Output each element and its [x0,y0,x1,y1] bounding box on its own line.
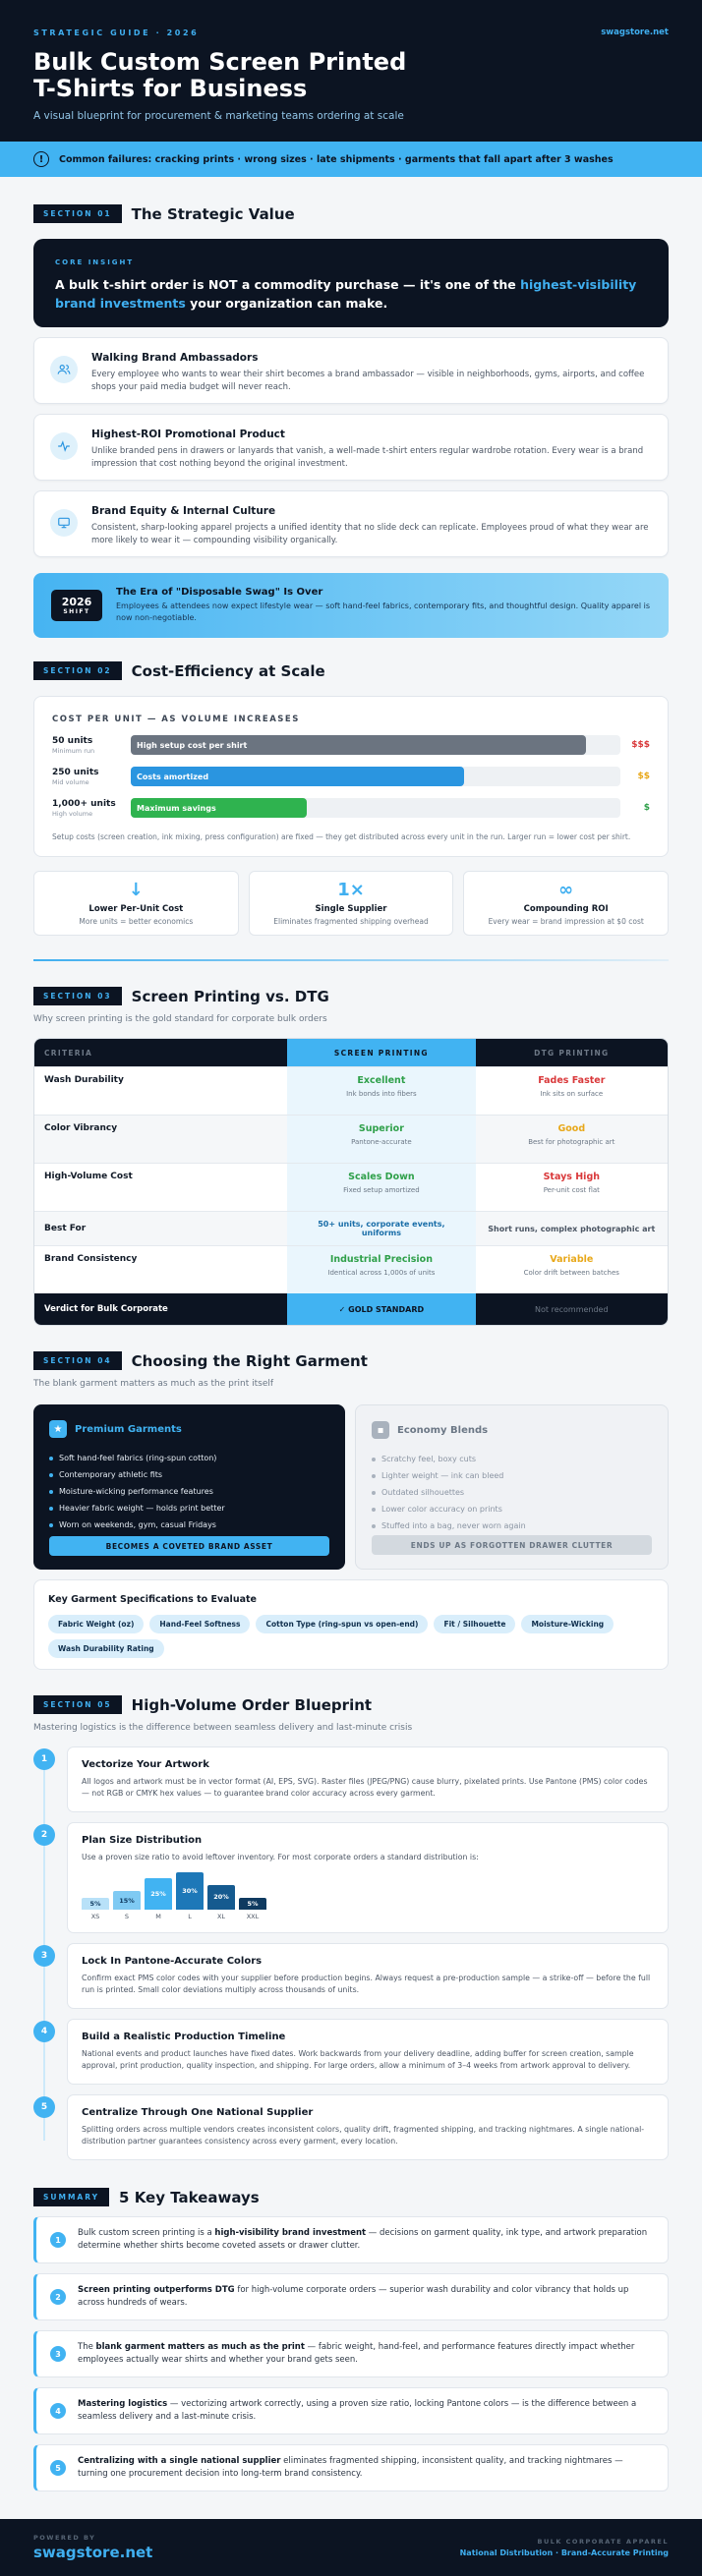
economy-list [372,1451,652,1534]
dtg-note: Best for photographic art [528,1138,615,1146]
step-title: Vectorize Your Artwork [82,1759,209,1770]
units-note: High volume [52,809,93,818]
cost-row-label [52,768,131,786]
section-strategic-value [0,204,702,638]
step-title: Plan Size Distribution [82,1835,203,1846]
cost-row-label [52,799,131,818]
units-label: 1,000+ units [52,798,116,809]
dtg-value: Stays High [543,1172,601,1182]
takeaway-emphasis: Mastering logistics [78,2399,168,2409]
benefit-sub: More units = better economics [79,917,194,926]
size-label: XL [216,1913,226,1920]
verdict-label: Verdict for Bulk Corporate [44,1304,168,1314]
size-label: XXL [246,1913,260,1920]
takeaway-rest: — decisions on garment quality, ink type, and artwork preparation determine whether shirts become coveted assets or drawer clutter. [78,2228,648,2251]
users-icon [50,356,78,383]
spec-chip: Wash Durability Rating [48,1639,164,1658]
list-item [372,1467,652,1484]
specs-title: Key Garment Specifications to Evaluate [48,1594,257,1605]
benefit-box [463,871,669,936]
table-row [34,1115,668,1163]
list-item [49,1450,329,1466]
card-title: Brand Equity & Internal Culture [91,505,276,517]
cost-row-label [52,736,131,755]
section-tag: SECTION 02 [33,661,122,680]
divider [33,959,669,961]
size-column [82,1898,109,1920]
insight-part-b: your organization can make. [185,296,388,311]
step-item [33,1746,669,1812]
list-item [49,1466,329,1483]
hero-top [33,28,669,37]
dtg-value: Fades Faster [538,1075,606,1086]
list-item-text: Stuffed into a bag, never worn again [381,1521,526,1530]
dtg-cell [476,1212,668,1245]
panel-title: COST PER UNIT — AS VOLUME INCREASES [52,715,300,724]
screen-cell [287,1116,475,1163]
cost-bar-track [131,735,620,755]
value-card [33,414,669,481]
list-item [372,1501,652,1517]
economy-header [372,1421,652,1439]
single-icon: 1× [337,880,365,900]
benefit-boxes [33,871,669,936]
units-note: Mid volume [52,777,89,786]
section-screen-vs-dtg [0,987,702,1326]
list-item-text: Contemporary athletic fits [59,1470,163,1479]
table-row [34,1066,668,1115]
era-year: 2026 [61,596,92,608]
takeaway-emphasis: Centralizing with a single national supplier [78,2456,281,2466]
units-label: 250 units [52,767,99,777]
step-number: 5 [33,2096,55,2118]
dtg-cell [476,1246,668,1293]
takeaway-card [33,2273,669,2320]
section-title: The Strategic Value [131,204,295,223]
cost-indicator: $$$ [631,740,650,750]
insight-highlight: highest-visibility brand investments [55,277,637,311]
section-header [33,2188,669,2206]
criteria-cell: Best For [44,1224,87,1233]
step-card [67,1746,669,1812]
section-subtitle: Mastering logistics is the difference between seamless delivery and last-minute crisis [33,1723,413,1733]
takeaway-number: 1 [50,2232,66,2248]
step-number: 2 [33,1824,55,1846]
hero-kicker: STRATEGIC GUIDE · 2026 [33,28,200,37]
step-number: 1 [33,1748,55,1770]
step-card [67,1822,669,1933]
section-cost-efficiency [0,661,702,936]
section-title: Screen Printing vs. DTG [131,987,329,1005]
pulse-icon [50,432,78,460]
card-desc: Every employee who wants to wear their shirt becomes a brand ambassador — visible in neighborhoods, gyms, airports, and coffee shops your paid media budget will never reach. [91,370,645,392]
takeaway-card [33,2216,669,2263]
card-desc: Unlike branded pens in drawers or lanyards that vanish, a well-made t-shirt enters regular wardrobe rotation. Every wear is a brand impression that cost nothing beyond the original investment. [91,446,644,469]
list-item-text: Lower color accuracy on prints [381,1505,502,1514]
list-item-text: Outdated silhouettes [381,1488,465,1497]
bullet-icon [49,1473,53,1477]
criteria-cell: High-Volume Cost [44,1172,133,1181]
takeaway-text [78,2455,654,2481]
section-tag: SUMMARY [33,2188,109,2206]
spec-chips [48,1615,654,1658]
benefit-sub: Eliminates fragmented shipping overhead [273,917,429,926]
size-distribution-chart [82,1871,654,1920]
step-item [33,2094,669,2160]
takeaway-text [78,2341,654,2367]
star-icon: ★ [49,1420,67,1438]
list-item-text: Soft hand-feel fabrics (ring-spun cotton) [59,1454,217,1462]
era-title: The Era of "Disposable Swag" Is Over [116,587,323,598]
size-bar: 30% [176,1872,204,1910]
site-link[interactable]: swagstore.net [601,28,669,37]
hero-header [0,0,702,142]
list-item [49,1500,329,1517]
units-label: 50 units [52,735,93,746]
size-bar: 5% [82,1898,109,1910]
takeaways-list [33,2216,669,2491]
size-bar: 15% [113,1891,141,1910]
era-badge [51,590,102,621]
verdict-dtg: Not recommended [535,1304,609,1314]
takeaway-rest: — vectorizing artwork correctly, using a proven size ratio, locking Pantone colors — is the difference between a seamless delivery and a last-minute crisis. [78,2399,637,2422]
takeaway-number: 2 [50,2289,66,2305]
alert-icon: ! [33,151,49,167]
dtg-value: Short runs, complex photographic art [488,1224,656,1233]
steps-list [33,1746,669,2160]
cost-per-unit-panel [33,696,669,857]
bullet-icon [49,1523,53,1527]
section-subtitle: The blank garment matters as much as the print itself [33,1379,274,1389]
core-insight-card [33,239,669,327]
spec-chip: Fabric Weight (oz) [48,1615,144,1633]
cost-bar: Costs amortized [131,767,464,786]
screen-cell [287,1067,475,1115]
takeaway-rest: — fabric weight, hand-feel, and performance features directly impact whether employees actually wear shirts and whether your brand gets seen. [78,2342,635,2365]
era-banner [33,573,669,638]
step-card [67,2019,669,2085]
bullet-icon [372,1474,376,1478]
size-label: S [124,1913,130,1920]
col-header: CRITERIA [44,1048,93,1058]
step-title: Build a Realistic Production Timeline [82,2032,286,2042]
size-bar: 25% [145,1878,172,1910]
alert-text: Common failures: cracking prints · wrong sizes · late shipments · garments that fall apart after 3 washes [59,153,614,165]
step-title: Centralize Through One National Supplier [82,2107,314,2118]
section-title: High-Volume Order Blueprint [131,1695,373,1714]
economy-blends-card [355,1404,669,1570]
takeaway-card [33,2330,669,2377]
value-card [33,337,669,404]
list-item-text: Scratchy feel, boxy cuts [381,1455,477,1463]
garment-specs-card [33,1579,669,1670]
screen-value: Excellent [357,1075,406,1086]
premium-header [49,1420,329,1438]
step-desc: All logos and artwork must be in vector format (AI, EPS, SVG). Raster files (JPEG/PNG) cause blurry, pixelated prints. Use Pantone (PMS) color codes — not RGB or CMYK hex values — to guarantee brand color accuracy across every garment. [82,1777,648,1798]
size-label: M [155,1913,161,1920]
section-tag: SECTION 04 [33,1351,122,1370]
insight-kicker: CORE INSIGHT [55,258,135,266]
square-icon: ▪ [372,1421,389,1439]
cost-bar: Maximum savings [131,798,307,818]
screen-value: 50+ units, corporate events, uniforms [318,1220,445,1237]
verdict-screen: ✓ GOLD STANDARD [287,1293,475,1325]
section-subtitle: Why screen printing is the gold standard for corporate bulk orders [33,1014,327,1024]
table-row [34,1211,668,1245]
benefit-title: Compounding ROI [523,904,609,914]
era-shift: SHIFT [63,608,90,615]
screen-value: Industrial Precision [329,1254,433,1265]
takeaway-emphasis: blank garment matters as much as the print [95,2342,305,2352]
criteria-cell: Brand Consistency [44,1254,138,1264]
takeaway-emphasis: Screen printing outperforms DTG [78,2285,235,2295]
alert-banner [0,142,702,177]
dtg-note: Per-unit cost flat [543,1186,600,1194]
screen-note: Pantone-accurate [351,1138,412,1146]
size-label: L [188,1913,192,1920]
section-header [33,987,669,1005]
size-column [207,1885,235,1920]
list-item-text: Worn on weekends, gym, casual Fridays [59,1520,216,1529]
cost-bar-track [131,798,620,818]
cost-row [52,766,650,787]
benefit-sub: Every wear = brand impression at $0 cost [488,917,644,926]
value-cards [33,337,669,557]
bullet-icon [372,1458,376,1461]
takeaway-number: 5 [50,2460,66,2476]
list-item-text: Heavier fabric weight — holds print better [59,1504,225,1513]
dtg-cell [476,1164,668,1211]
infinity-icon: ∞ [558,880,574,900]
dtg-note: Ink sits on surface [540,1090,604,1098]
units-note: Minimum run [52,746,95,755]
takeaway-rest: eliminates fragmented shipping, inconsistent quality, and tracking nightmares — turning one procurement decision into long-term brand consistency. [78,2456,623,2479]
step-desc: National events and product launches have fixed dates. Work backwards from your delivery deadline, adding buffer for screen creation, sample approval, print production, quality inspection, and shipping. For large orders, allow a minimum of 3–4 weeks from artwork approval to delivery. [82,2049,634,2070]
dtg-cell [476,1116,668,1163]
step-item [33,1822,669,1933]
panel-footnote: Setup costs (screen creation, ink mixing, press configuration) are fixed — they get distributed across every unit in the run. Larger run = lower cost per shirt. [52,832,631,841]
page-title: Bulk Custom Screen Printed T-Shirts for Business [33,48,407,102]
dtg-cell [476,1067,668,1115]
bullet-icon [49,1490,53,1494]
dtg-value: Variable [550,1254,594,1265]
list-item [372,1517,652,1534]
page-subtitle: A visual blueprint for procurement & marketing teams ordering at scale [33,110,404,122]
step-title: Lock In Pantone-Accurate Colors [82,1956,263,1967]
monitor-icon [50,509,78,537]
takeaway-text [78,2227,654,2253]
screen-cell [287,1212,475,1245]
step-desc: Confirm exact PMS color codes with your supplier before production begins. Always request a pre-production sample — a strike-off — before the full run is printed. Small color deviations multiply across thousands of units. [82,1974,651,1994]
cost-row [52,797,650,819]
premium-title: Premium Garments [75,1423,182,1435]
size-column [176,1872,204,1920]
benefit-title: Single Supplier [315,904,387,914]
economy-title: Economy Blends [397,1424,489,1436]
footer-tagline: BULK CORPORATE APPAREL [537,2538,669,2546]
economy-outcome: ENDS UP AS FORGOTTEN DRAWER CLUTTER [372,1535,652,1555]
section-tag: SECTION 01 [33,204,122,223]
list-item-text: Lighter weight — ink can bleed [381,1471,504,1480]
dtg-note: Color drift between batches [523,1269,619,1277]
takeaway-text [78,2398,654,2424]
section-header [33,204,669,223]
takeaway-lead: Bulk custom screen printing is a [78,2228,215,2238]
bullet-icon [372,1508,376,1512]
premium-list [49,1450,329,1533]
card-desc: Consistent, sharp-looking apparel projects a unified identity that no slide deck can replicate. Employees proud of what they wear are more likely to wear it — compounding visibility organically. [91,523,649,545]
step-number: 4 [33,2021,55,2042]
step-card [67,1943,669,2009]
bullet-icon [49,1457,53,1460]
section-title: 5 Key Takeaways [119,2188,260,2206]
card-title: Walking Brand Ambassadors [91,352,259,364]
cost-rows [52,734,650,819]
table-body [34,1066,668,1293]
col-header: SCREEN PRINTING [287,1039,475,1066]
screen-cell [287,1246,475,1293]
screen-note: Ink bonds into fibers [346,1090,417,1098]
list-item [372,1484,652,1501]
premium-outcome: BECOMES A COVETED BRAND ASSET [49,1536,329,1556]
section-header [33,1695,669,1714]
section-title: Cost-Efficiency at Scale [131,661,325,680]
arrow-down-icon: ↓ [128,880,144,900]
takeaway-number: 3 [50,2346,66,2362]
screen-value: Scales Down [348,1172,415,1182]
page-footer [0,2519,702,2576]
screen-note: Identical across 1,000s of units [327,1269,436,1277]
step-card [67,2094,669,2160]
bullet-icon [372,1491,376,1495]
list-item [49,1517,329,1533]
step-item [33,1943,669,2009]
spec-chip: Fit / Silhouette [434,1615,515,1633]
table-verdict-row [34,1293,668,1325]
insight-part-a: A bulk t-shirt order is NOT a commodity purchase — it's one of the [55,277,521,292]
col-header: DTG PRINTING [534,1048,610,1058]
takeaway-rest: for high-volume corporate orders — superior wash durability and color vibrancy that holds up across hundreds of wears. [78,2285,629,2308]
section-summary [0,2188,702,2491]
cost-indicator: $ [643,803,650,813]
criteria-cell: Color Vibrancy [44,1123,118,1133]
spec-chip: Cotton Type (ring-spun vs open-end) [256,1615,428,1633]
section-tag: SECTION 05 [33,1695,122,1714]
cost-bar-track [131,767,620,786]
section-order-blueprint [0,1695,702,2160]
comparison-table [33,1038,669,1326]
benefit-title: Lower Per-Unit Cost [88,904,184,914]
table-row [34,1163,668,1211]
benefit-box [249,871,454,936]
cost-row [52,734,650,756]
takeaway-lead: The [78,2342,96,2352]
section-garment [0,1351,702,1670]
screen-value: Superior [358,1123,404,1134]
list-item-text: Moisture-wicking performance features [59,1487,213,1496]
bullet-icon [372,1524,376,1528]
section-tag: SECTION 03 [33,987,122,1005]
dtg-value: Good [557,1123,586,1134]
criteria-cell: Wash Durability [44,1075,124,1085]
footer-subtagline: National Distribution · Brand-Accurate Printing [459,2548,669,2557]
takeaway-card [33,2387,669,2434]
step-number: 3 [33,1945,55,1967]
size-column [145,1878,172,1920]
size-column [239,1898,266,1920]
screen-note: Fixed setup amortized [343,1186,420,1194]
takeaway-text [78,2284,654,2310]
section-header [33,1351,669,1370]
era-desc: Employees & attendees now expect lifestyle wear — soft hand-feel fabrics, contemporary fits, and thoughtful design. Quality apparel is now non-negotiable. [116,601,651,622]
takeaway-emphasis: high-visibility brand investment [214,2228,367,2238]
step-desc: Splitting orders across multiple vendors creates inconsistent colors, quality drift, fragmented shipping, and tracking nightmares. A single national-distribution partner guarantees consistency across every garment, every location. [82,2125,645,2146]
garment-comparison [33,1404,669,1570]
size-bar: 5% [239,1898,266,1910]
size-label: XS [90,1913,100,1920]
takeaway-number: 4 [50,2403,66,2419]
footer-powered: POWERED BY [33,2534,96,2542]
premium-garments-card [33,1404,345,1570]
list-item [372,1451,652,1467]
screen-cell [287,1164,475,1211]
spec-chip: Hand-Feel Softness [149,1615,250,1633]
card-title: Highest-ROI Promotional Product [91,429,285,440]
section-header [33,661,669,680]
size-bar: 20% [207,1885,235,1910]
list-item [49,1483,329,1500]
footer-site-link[interactable]: swagstore.net [33,2544,153,2561]
size-column [113,1891,141,1920]
insight-text [55,275,647,313]
spec-chip: Moisture-Wicking [521,1615,614,1633]
section-title: Choosing the Right Garment [131,1351,368,1370]
cost-bar: High setup cost per shirt [131,735,586,755]
cost-indicator: $$ [637,772,650,781]
step-item [33,2019,669,2085]
table-row [34,1245,668,1293]
benefit-box [33,871,239,936]
bullet-icon [49,1507,53,1511]
value-card [33,490,669,557]
table-header [34,1039,668,1066]
step-desc: Use a proven size ratio to avoid leftover inventory. For most corporate orders a standard distribution is: [82,1853,479,1861]
takeaway-card [33,2444,669,2491]
